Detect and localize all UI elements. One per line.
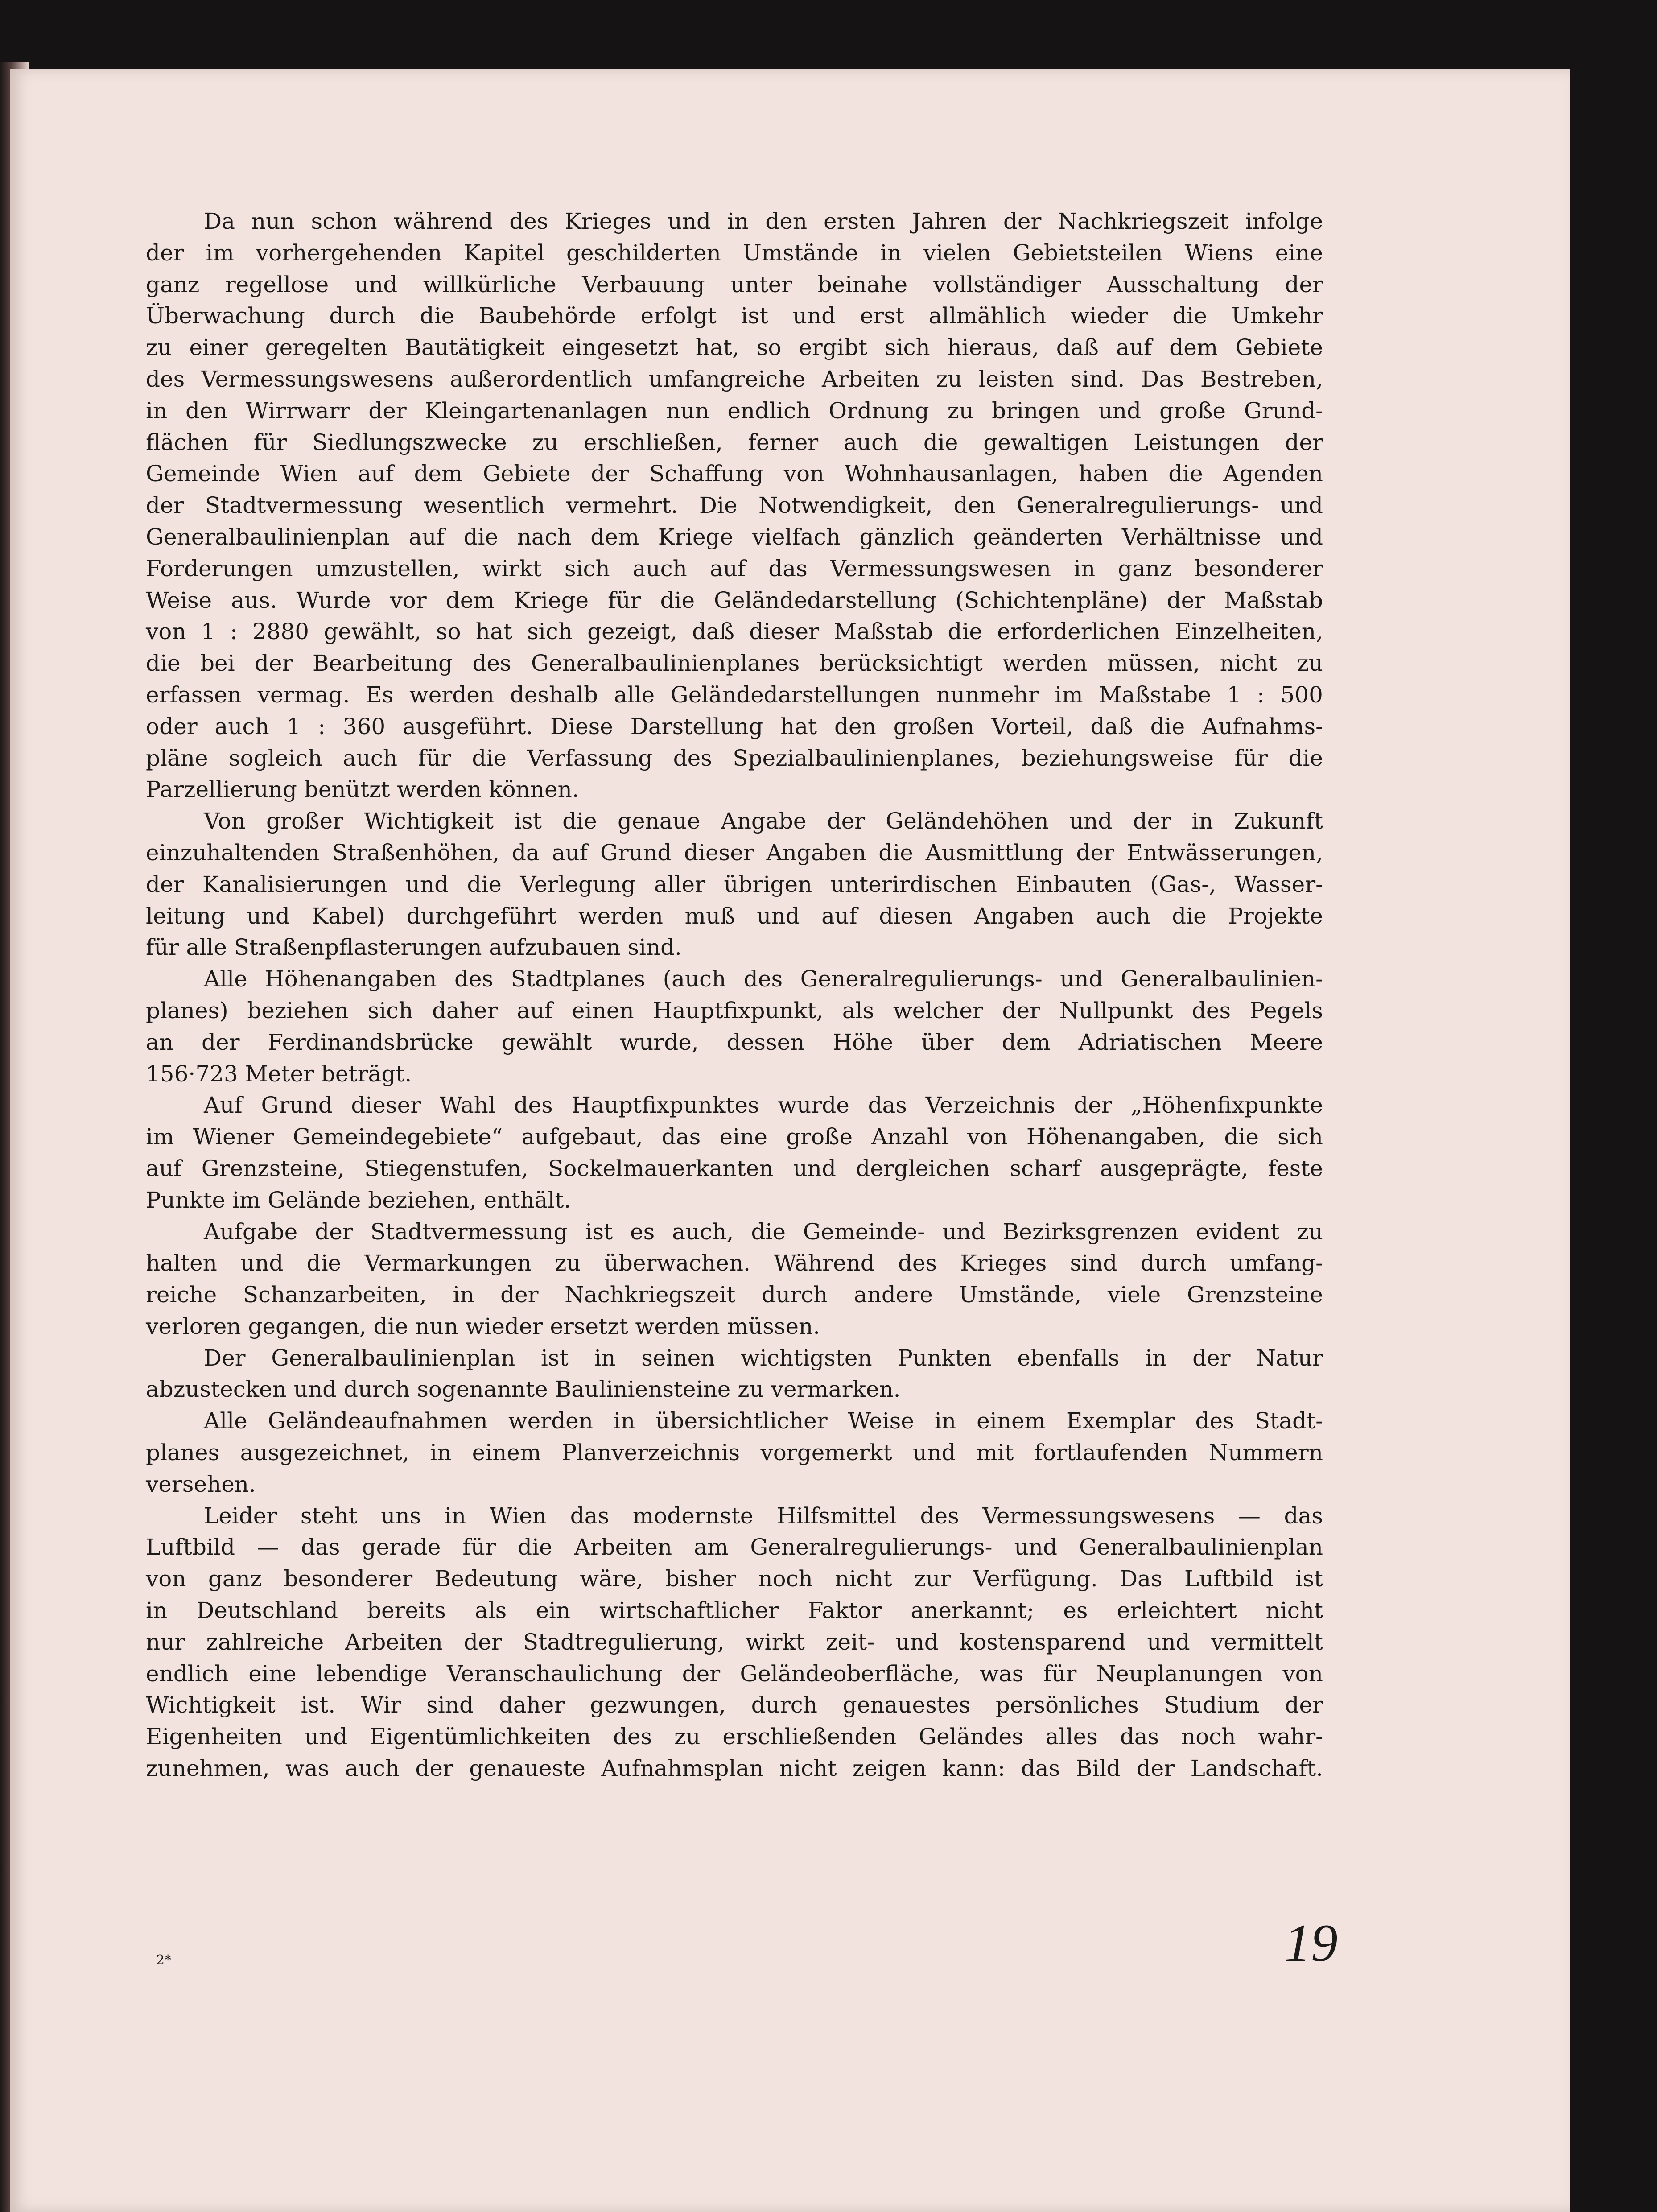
- text-line: Parzellierung benützt werden können.: [146, 776, 579, 803]
- text-line: des Vermessungswesens außerordentlich umfangreiche Arbeiten zu leisten sind. Das Bestreben,: [146, 366, 1323, 392]
- text-line: nur zahlreiche Arbeiten der Stadtregulierung, wirkt zeit- und kostensparend und vermittelt: [146, 1629, 1323, 1655]
- text-line: Wichtigkeit ist. Wir sind daher gezwungen, durch genauestes persönliches Studium der: [146, 1692, 1323, 1718]
- text-line: planes ausgezeichnet, in einem Planverzeichnis vorgemerkt und mit fortlaufenden Nummern: [146, 1440, 1323, 1466]
- text-line: Auf Grund dieser Wahl des Hauptfixpunktes wurde das Verzeichnis der „Höhenfixpunkte: [204, 1092, 1323, 1118]
- text-line: abzustecken und durch sogenannte Bauliniensteine zu vermarken.: [146, 1376, 901, 1403]
- text-line: planes) beziehen sich daher auf einen Hauptfixpunkt, als welcher der Nullpunkt des Pegels: [146, 997, 1323, 1023]
- text-line: der im vorhergehenden Kapitel geschilderten Umstände in vielen Gebietsteilen Wiens eine: [146, 239, 1323, 266]
- body-text: [146, 206, 1323, 1784]
- text-line: der Stadtvermessung wesentlich vermehrt. Die Notwendigkeit, den Generalregulierungs- und: [146, 492, 1323, 519]
- text-line: in den Wirrwarr der Kleingartenanlagen nun endlich Ordnung zu bringen und große Grund-: [146, 397, 1323, 424]
- text-line: Von großer Wichtigkeit ist die genaue Angabe der Geländehöhen und der in Zukunft: [204, 808, 1323, 834]
- text-line: von ganz besonderer Bedeutung wäre, bisher noch nicht zur Verfügung. Das Luftbild ist: [146, 1566, 1323, 1592]
- text-line: leitung und Kabel) durchgeführt werden muß und auf diesen Angaben auch die Projekte: [146, 903, 1323, 929]
- text-line: Forderungen umzustellen, wirkt sich auch auf das Vermessungswesen in ganz besonderer: [146, 555, 1323, 582]
- text-line: Überwachung durch die Baubehörde erfolgt ist und erst allmählich wieder die Umkehr: [146, 303, 1323, 329]
- text-line: Da nun schon während des Krieges und in den ersten Jahren der Nachkriegszeit infolge: [204, 208, 1323, 234]
- text-line: Gemeinde Wien auf dem Gebiete der Schaffung von Wohnhausanlagen, haben die Agenden: [146, 461, 1323, 487]
- text-line: Aufgabe der Stadtvermessung ist es auch, die Gemeinde- und Bezirksgrenzen evident zu: [204, 1218, 1323, 1245]
- text-line: einzuhaltenden Straßenhöhen, da auf Grund dieser Angaben die Ausmittlung der Entwässerungen,: [146, 839, 1323, 866]
- text-line: der Kanalisierungen und die Verlegung aller übrigen unterirdischen Einbauten (Gas-, Wasser-: [146, 871, 1323, 897]
- text-line: die bei der Bearbeitung des Generalbaulinienplanes berücksichtigt werden müssen, nicht zu: [146, 650, 1323, 677]
- text-line: von 1 : 2880 gewählt, so hat sich gezeigt, daß dieser Maßstab die erforderlichen Einzelheiten,: [146, 619, 1323, 645]
- signature-mark: 2*: [156, 1952, 172, 1968]
- text-line: 156·723 Meter beträgt.: [146, 1061, 412, 1087]
- text-line: an der Ferdinandsbrücke gewählt wurde, dessen Höhe über dem Adriatischen Meere: [146, 1029, 1323, 1055]
- text-line: ganz regellose und willkürliche Verbauung unter beinahe vollständiger Ausschaltung der: [146, 271, 1323, 297]
- text-line: verloren gegangen, die nun wieder ersetzt werden müssen.: [146, 1313, 820, 1339]
- text-line: Alle Geländeaufnahmen werden in übersichtlicher Weise in einem Exemplar des Stadt-: [204, 1408, 1323, 1434]
- text-line: endlich eine lebendige Veranschaulichung der Geländeoberfläche, was für Neuplanungen von: [146, 1660, 1323, 1687]
- text-line: Generalbaulinienplan auf die nach dem Kriege vielfach gänzlich geänderten Verhältnisse und: [146, 524, 1323, 550]
- text-line: für alle Straßenpflasterungen aufzubauen sind.: [146, 934, 682, 961]
- text-line: Weise aus. Wurde vor dem Kriege für die Geländedarstellung (Schichtenpläne) der Maßstab: [146, 587, 1323, 613]
- text-line: Punkte im Gelände beziehen, enthält.: [146, 1187, 571, 1213]
- text-line: zunehmen, was auch der genaueste Aufnahmsplan nicht zeigen kann: das Bild der Landschaft.: [146, 1755, 1323, 1782]
- text-line: erfassen vermag. Es werden deshalb alle Geländedarstellungen nunmehr im Maßstabe 1 : 500: [146, 681, 1323, 708]
- text-line: Alle Höhenangaben des Stadtplanes (auch des Generalregulierungs- und Generalbaulinien-: [204, 966, 1323, 992]
- text-line: flächen für Siedlungszwecke zu erschließen, ferner auch die gewaltigen Leistungen der: [146, 429, 1323, 455]
- text-line: Der Generalbaulinienplan ist in seinen wichtigsten Punkten ebenfalls in der Natur: [204, 1345, 1323, 1371]
- text-line: in Deutschland bereits als ein wirtschaftlicher Faktor anerkannt; es erleichtert nicht: [146, 1597, 1323, 1624]
- text-line: Luftbild — das gerade für die Arbeiten am Generalregulierungs- und Generalbaulinienplan: [146, 1534, 1323, 1560]
- text-line: zu einer geregelten Bautätigkeit eingesetzt hat, so ergibt sich hieraus, daß auf dem Gebiete: [146, 334, 1323, 361]
- text-line: auf Grenzsteine, Stiegenstufen, Sockelmauerkanten und dergleichen scharf ausgeprägte, feste: [146, 1155, 1323, 1181]
- text-line: Leider steht uns in Wien das modernste Hilfsmittel des Vermessungswesens — das: [204, 1502, 1323, 1529]
- text-line: oder auch 1 : 360 ausgeführt. Diese Darstellung hat den großen Vorteil, daß die Aufnahms-: [146, 713, 1323, 739]
- text-line: pläne sogleich auch für die Verfassung des Spezialbaulinienplanes, beziehungsweise für die: [146, 745, 1323, 771]
- page-number: 19: [1284, 1913, 1338, 1973]
- text-line: versehen.: [146, 1471, 256, 1497]
- text-line: im Wiener Gemeindegebiete“ aufgebaut, das eine große Anzahl von Höhenangaben, die sich: [146, 1124, 1323, 1150]
- text-line: reiche Schanzarbeiten, in der Nachkriegszeit durch andere Umstände, viele Grenzsteine: [146, 1282, 1323, 1308]
- text-line: Eigenheiten und Eigentümlichkeiten des zu erschließenden Geländes alles das noch wahr-: [146, 1724, 1323, 1750]
- text-line: halten und die Vermarkungen zu überwachen. Während des Krieges sind durch umfang-: [146, 1250, 1323, 1276]
